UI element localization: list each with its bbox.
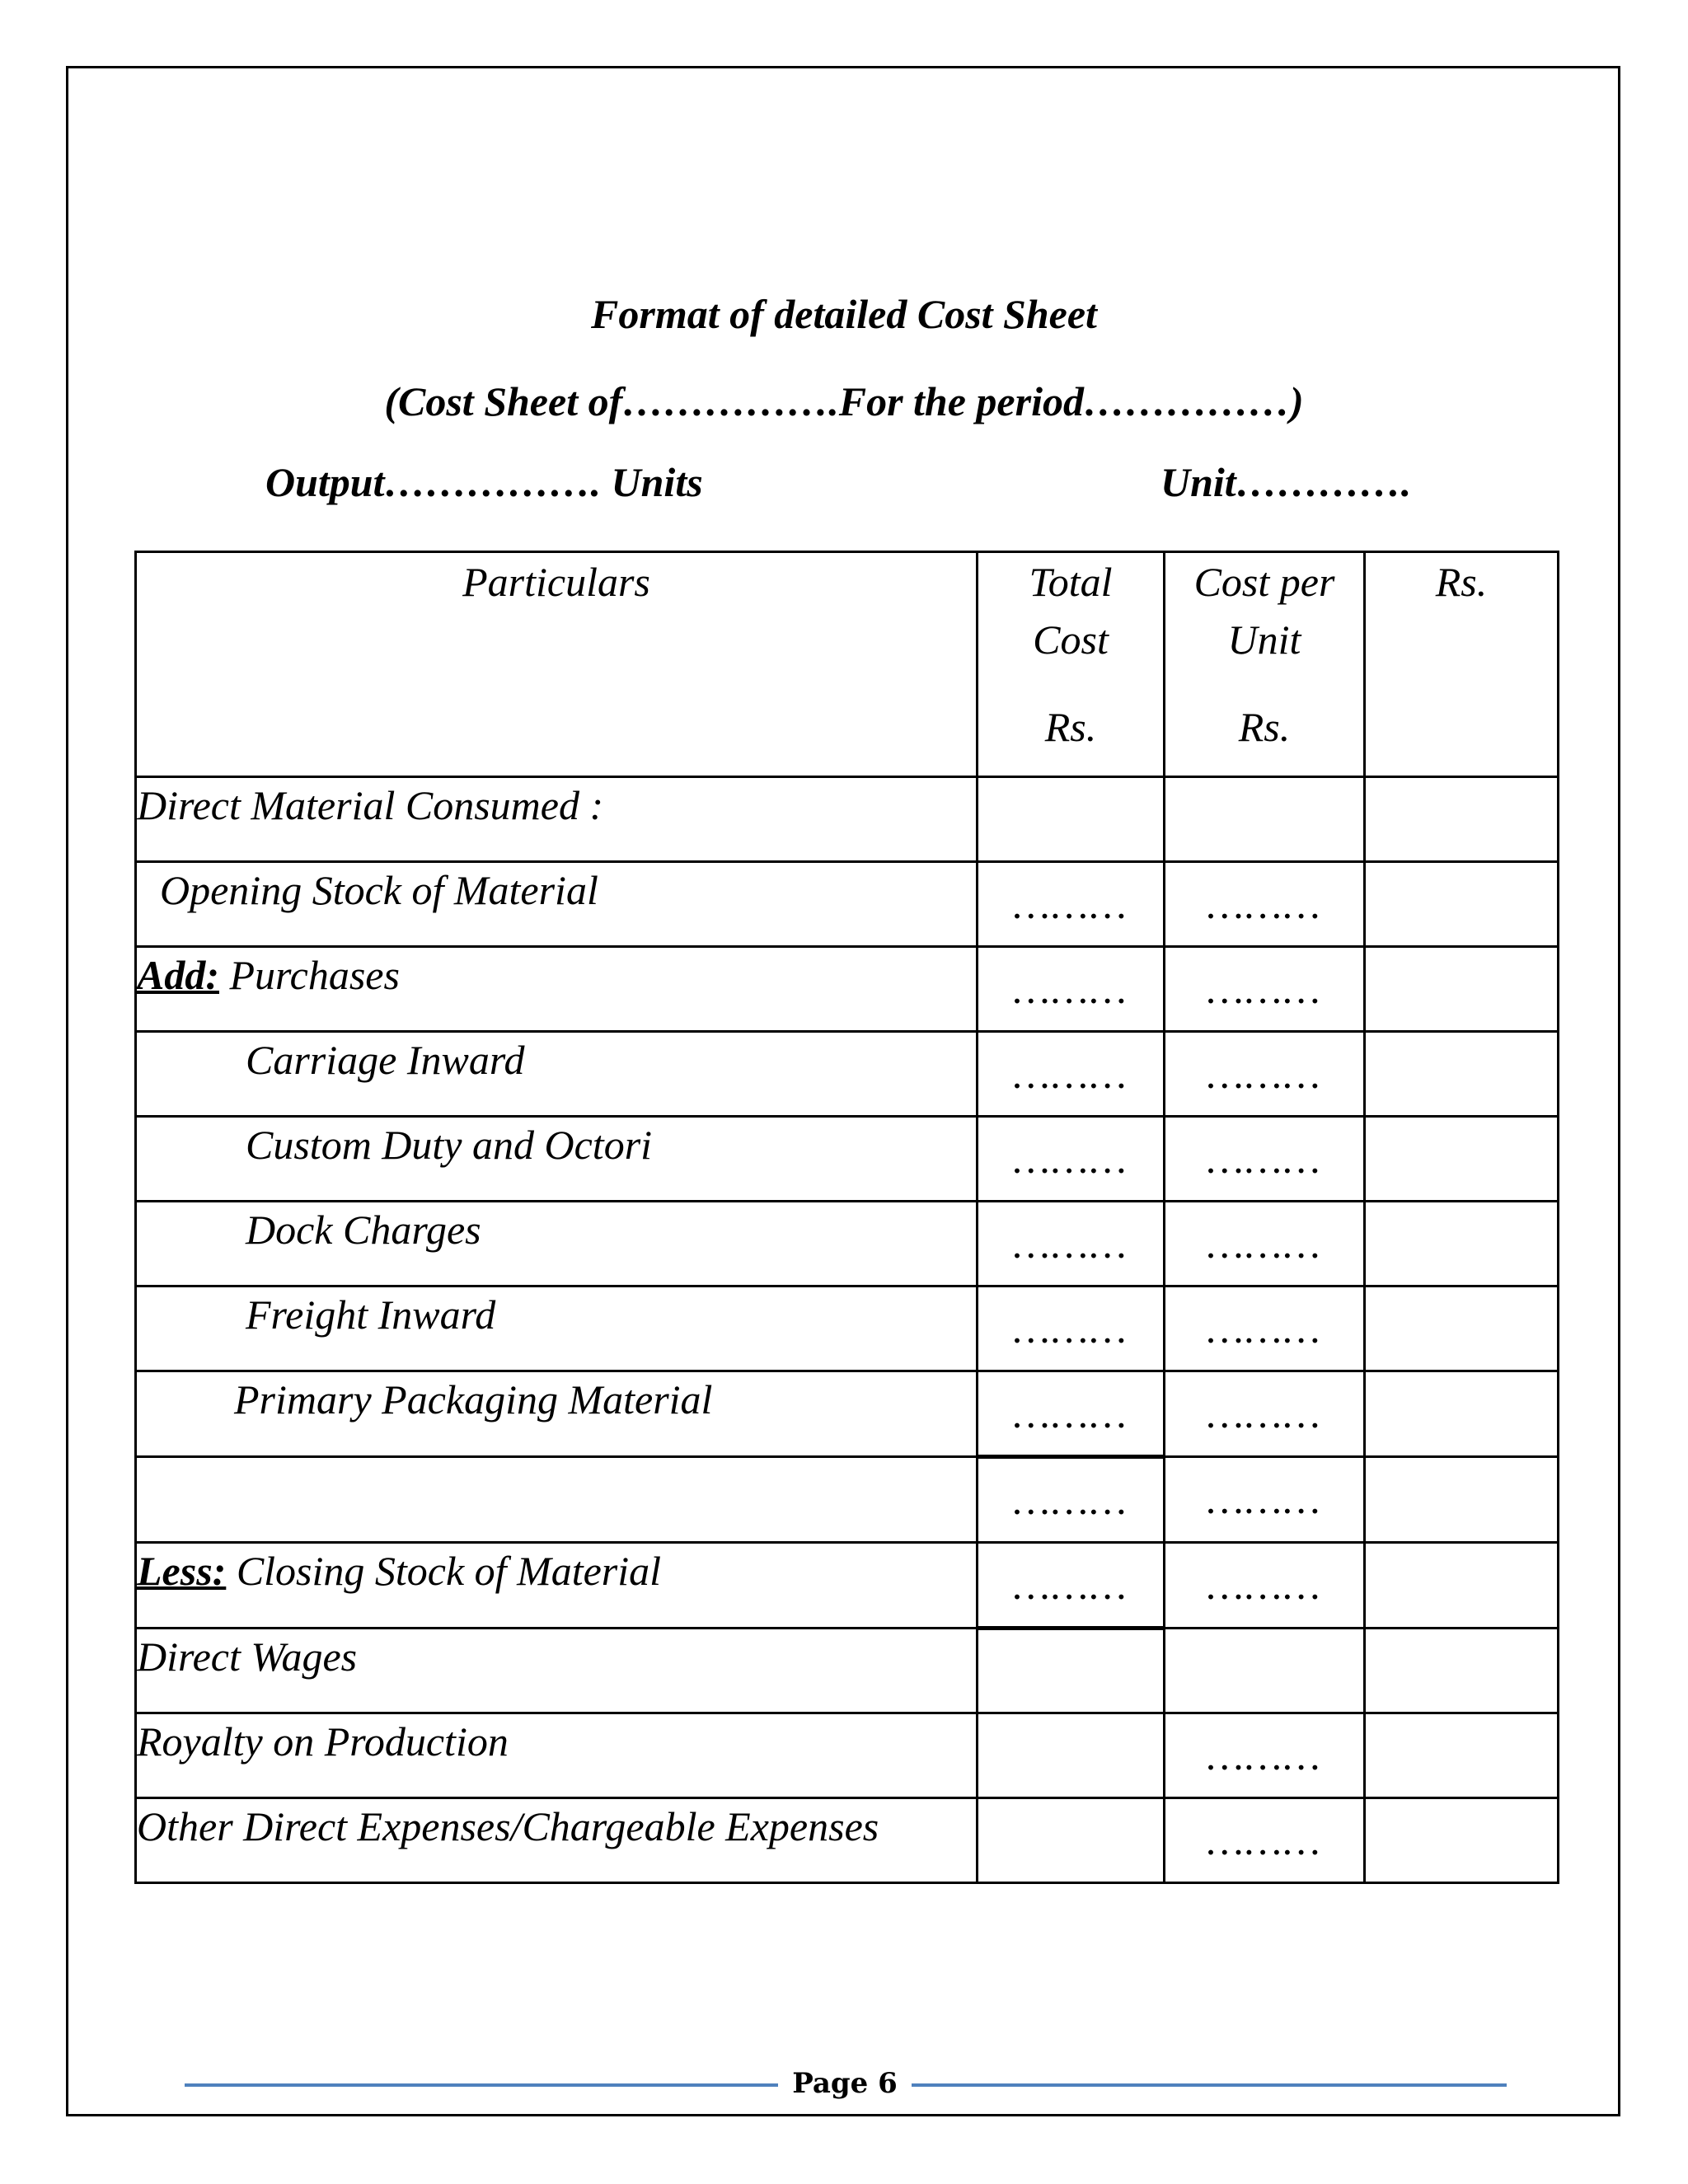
row-label: Add: Purchases bbox=[136, 947, 978, 1032]
table-header-row bbox=[136, 552, 1559, 777]
cost-per-unit-cell: ……… bbox=[1165, 1032, 1365, 1117]
total-cost-cell: ……… bbox=[978, 1202, 1165, 1286]
table-row bbox=[136, 947, 1559, 1032]
cost-per-unit-cell: ……… bbox=[1165, 947, 1365, 1032]
header-total-cost: Total Cost Rs. bbox=[978, 552, 1165, 777]
total-cost-cell bbox=[978, 1629, 1165, 1713]
total-cost-cell: ……… bbox=[978, 1286, 1165, 1371]
page-number: Page 6 bbox=[792, 2067, 898, 2100]
less-prefix: Less: bbox=[137, 1548, 227, 1594]
table-row bbox=[136, 777, 1559, 862]
rs-cell bbox=[1365, 1371, 1559, 1457]
cost-per-unit-cell: ……… bbox=[1165, 862, 1365, 947]
cost-per-unit-cell: ……… bbox=[1165, 1713, 1365, 1798]
cost-per-unit-cell: ……… bbox=[1165, 1202, 1365, 1286]
document-title: Format of detailed Cost Sheet bbox=[591, 291, 1097, 337]
total-cost-cell: ……… bbox=[978, 1457, 1165, 1543]
rs-cell bbox=[1365, 1117, 1559, 1202]
row-label: Other Direct Expenses/Chargeable Expenses bbox=[136, 1798, 978, 1883]
output-units-label: Output……………. Units bbox=[265, 459, 703, 505]
cost-per-unit-cell: ……… bbox=[1165, 1286, 1365, 1371]
total-cost-cell bbox=[978, 1713, 1165, 1798]
header-cost-per-unit: Cost per Unit Rs. bbox=[1165, 552, 1365, 777]
rs-cell bbox=[1365, 1202, 1559, 1286]
table-row bbox=[136, 1713, 1559, 1798]
row-label bbox=[136, 1457, 978, 1543]
table-row bbox=[136, 1117, 1559, 1202]
row-label: Freight Inward bbox=[136, 1286, 978, 1371]
row-label: Royalty on Production bbox=[136, 1713, 978, 1798]
row-label: Opening Stock of Material bbox=[136, 862, 978, 947]
row-label: Direct Wages bbox=[136, 1629, 978, 1713]
rs-cell bbox=[1365, 1543, 1559, 1629]
row-label: Primary Packaging Material bbox=[136, 1371, 978, 1457]
cost-per-unit-cell bbox=[1165, 777, 1365, 862]
row-label: Less: Closing Stock of Material bbox=[136, 1543, 978, 1629]
rs-cell bbox=[1365, 1457, 1559, 1543]
table-row bbox=[136, 1543, 1559, 1629]
row-label: Custom Duty and Octori bbox=[136, 1117, 978, 1202]
cost-per-unit-cell: ……… bbox=[1165, 1371, 1365, 1457]
cost-per-unit-cell: ……… bbox=[1165, 1798, 1365, 1883]
header-particulars: Particulars bbox=[136, 552, 978, 777]
rs-cell bbox=[1365, 1032, 1559, 1117]
table-row-subtotal bbox=[136, 1457, 1559, 1543]
rs-cell bbox=[1365, 947, 1559, 1032]
total-cost-cell: ……… bbox=[978, 1032, 1165, 1117]
footer-rule-right bbox=[912, 2083, 1507, 2087]
unit-label: Unit…………. bbox=[1160, 459, 1412, 505]
table-row bbox=[136, 1629, 1559, 1713]
table-row bbox=[136, 1371, 1559, 1457]
footer-rule-left bbox=[185, 2083, 778, 2087]
total-cost-cell bbox=[978, 777, 1165, 862]
cost-per-unit-cell: ……… bbox=[1165, 1543, 1365, 1629]
rs-cell bbox=[1365, 777, 1559, 862]
rs-cell bbox=[1365, 1798, 1559, 1883]
cost-per-unit-cell bbox=[1165, 1629, 1365, 1713]
total-cost-cell: ……… bbox=[978, 1371, 1165, 1457]
table-row bbox=[136, 1286, 1559, 1371]
table-row bbox=[136, 1032, 1559, 1117]
row-label: Dock Charges bbox=[136, 1202, 978, 1286]
rs-cell bbox=[1365, 1629, 1559, 1713]
table-row bbox=[136, 1202, 1559, 1286]
row-label: Carriage Inward bbox=[136, 1032, 978, 1117]
cost-per-unit-cell: ……… bbox=[1165, 1117, 1365, 1202]
total-cost-cell: ……… bbox=[978, 862, 1165, 947]
row-label: Direct Material Consumed : bbox=[136, 777, 978, 862]
rs-cell bbox=[1365, 1286, 1559, 1371]
add-prefix: Add: bbox=[137, 952, 219, 998]
cost-per-unit-cell: ……… bbox=[1165, 1457, 1365, 1543]
rs-cell bbox=[1365, 862, 1559, 947]
table-row bbox=[136, 1798, 1559, 1883]
cost-sheet-table bbox=[134, 551, 1559, 1884]
document-subtitle: (Cost Sheet of…………….For the period……………) bbox=[384, 378, 1304, 424]
total-cost-cell: ……… bbox=[978, 947, 1165, 1032]
rs-cell bbox=[1365, 1713, 1559, 1798]
table-row bbox=[136, 862, 1559, 947]
total-cost-cell: ……… bbox=[978, 1543, 1165, 1629]
header-rs: Rs. bbox=[1365, 552, 1559, 777]
total-cost-cell: ……… bbox=[978, 1117, 1165, 1202]
total-cost-cell bbox=[978, 1798, 1165, 1883]
